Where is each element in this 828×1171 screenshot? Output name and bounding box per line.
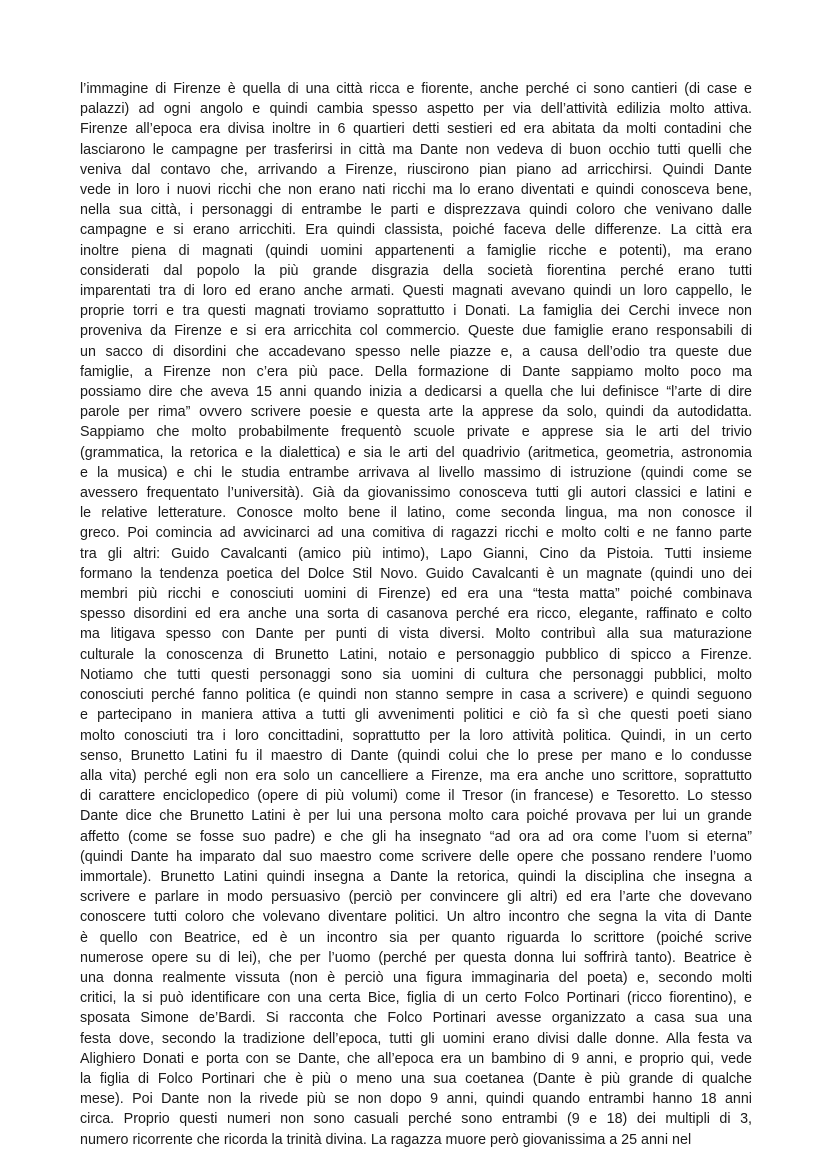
text-line: (grammatica, la retorica e la dialettica) e sia le arti del quadrivio (aritmetica, geometria, astronomia [80,444,752,461]
text-line: Dante dice che Brunetto Latini è per lui una persona molto cara poiché provava per lui un grande [80,808,752,825]
text-line: e partecipano in maniera attiva a tutti gli avvenimenti politici e ciò fa sì che questi poeti siano [80,707,752,724]
text-line: vede in loro i nuovi ricchi che non erano nati ricchi ma lo erano diventati e quindi conosceva bene, [80,182,752,199]
text-line: palazzi) ad ogni angolo e quindi cambia spesso aspetto per via dell’attività edilizia molto attiva. [80,101,752,118]
text-line: culturale la conoscenza di Brunetto Latini, notaio e personaggio pubblico di spicco a Firenze. [80,646,752,663]
text-line: scrivere e parlare in modo persuasivo (perciò per convincere gli altri) ed era l’arte che dovevano [80,889,752,906]
text-line: parole per rima” ovvero scrivere poesie e questa arte la apprese da solo, quindi da autodidatta. [80,404,752,421]
text-line: campagne e si erano arricchiti. Era quindi classista, poiché faceva delle differenze. La città era [80,222,752,239]
text-line: alla vita) perché egli non era solo un cancelliere a Firenze, ma era anche uno scrittore, soprattutto [80,767,752,784]
text-line: membri più ricchi e conosciuti uomini di Firenze) ed era una “testa matta” poiché combinava [80,586,752,603]
text-line: lasciarono le campagne per trasferirsi in città ma Dante non vedeva di buon occhio tutti quelli che [80,141,752,158]
text-line: veniva dal contavo che, arrivando a Firenze, riuscirono pian piano ad arricchirsi. Quindi Dante [80,161,752,178]
text-line: possiamo dire che aveva 15 anni quando inizia a dedicarsi a quella che lui definisce “l’arte di dire [80,384,752,401]
text-line: un sacco di disordini che accadevano spesso nelle piazze e, a causa dell’odio tra queste due [80,343,752,360]
text-line: l’immagine di Firenze è quella di una città ricca e fiorente, anche perché ci sono cantieri (di case e [80,81,752,97]
text-line: la figlia di Folco Portinari che è più o meno una sua coetanea (Dante è più grande di qualche [80,1070,752,1087]
text-line: molto conosciuti tra i loro concittadini, soprattutto per la loro attività politica. Quindi, in un certo [80,727,752,744]
text-line: ma litigava spesso con Dante per punti di vista diversi. Molto contribuì alla sua maturazione [80,626,752,643]
text-line: proprie torri e tra questi magnati troviamo soprattutto i Donati. La famiglia dei Cerchi invece non [80,303,752,320]
text-line: è quello con Beatrice, ed è un incontro sia per quanto riguarda lo scrittore (poiché scrive [80,929,752,946]
text-line: circa. Proprio questi numeri non sono casuali perché sono entrambi (9 e 18) dei multipli di 3, [80,1111,752,1128]
text-line: (quindi Dante ha imparato dal suo maestro come scrivere delle opere che possano rendere l’uomo [80,848,752,865]
text-line: le relative letterature. Conosce molto bene il latino, come seconda lingua, ma non conosce il [80,505,752,522]
text-line: famiglie, a Firenze non c’era più pace. Della formazione di Dante sappiamo molto poco ma [80,363,752,380]
text-line: considerati dal popolo la più grande disgrazia della società fiorentina perché erano tutti [80,262,752,279]
text-line: Alighiero Donati e porta con se Dante, che all’epoca era un bambino di 9 anni, e proprio qui, vede [80,1050,752,1067]
text-line: e la musica) e chi le studia entrambe arrivava al livello massimo di istruzione (quindi come se [80,464,752,481]
text-line: numero ricorrente che ricorda la trinità divina. La ragazza muore però giovanissima a 25 anni nel [80,1131,692,1148]
text-line: avessero frequentato l’università). Già da giovanissimo conosceva tutti gli autori classici e latini e [80,485,752,502]
text-line: nella sua città, i personaggi di entrambe le parti e disprezzava quindi coloro che venivano dalle [80,202,752,219]
text-line: Firenze all’epoca era divisa inoltre in 6 quartieri detti sestieri ed era abitata da molti contadini che [80,121,752,138]
text-line: sposata Simone de’Bardi. Si racconta che Folco Portinari avesse organizzato a casa sua una [80,1010,752,1027]
text-line: di carattere enciclopedico (opere di più volumi) come il Tresor (in francese) e Tesoretto. Lo stesso [80,788,752,805]
text-line: spesso disordini ed era anche una sorta di casanova perché era ricco, elegante, raffinato e colto [80,606,752,623]
text-line: tra gli altri: Guido Cavalcanti (amico più intimo), Lapo Gianni, Cino da Pistoia. Tutti insieme [80,545,752,562]
text-line: proveniva da Firenze e si era arricchita col commercio. Queste due famiglie erano responsabili di [80,323,752,340]
text-line: una donna realmente vissuta (non è perciò una figura immaginaria del poeta) e, secondo molti [80,969,752,986]
text-line: immortale). Brunetto Latini quindi insegna a Dante la retorica, quindi la disciplina che insegna a [80,868,752,885]
text-line: numerose opere su di lei), che per l’uomo (perché per questa donna lui soffrirà tanto). Beatrice è [80,949,752,966]
text-line: Sappiamo che molto probabilmente frequentò scuole private e apprese sia le arti del trivio [80,424,752,441]
text-line: Notiamo che tutti questi personaggi sono sia uomini di cultura che personaggi pubblici, molto [80,666,752,683]
text-line: affetto (come se fosse suo padre) e che gli ha insegnato “ad ora ad ora come l’uom si eterna” [80,828,752,845]
text-line: conoscere tutti coloro che volevano diventare politici. Un altro incontro che segna la vita di Dante [80,909,752,926]
text-line: senso, Brunetto Latini fu il maestro di Dante (quindi colui che lo prese per mano e lo condusse [80,747,752,764]
text-line: inoltre piena di magnati (quindi uomini appartenenti a famiglie ricche e potenti), ma erano [80,242,752,259]
text-line: critici, la si può identificare con una certa Bice, figlia di un certo Folco Portinari (ricco fiorentino), e [80,990,752,1007]
text-line: formano la tendenza poetica del Dolce Stil Novo. Guido Cavalcanti è un magnate (quindi uno dei [80,565,752,582]
text-line: greco. Poi comincia ad avvicinarci ad una comitiva di ragazzi ricchi e molto colti e ne fanno parte [80,525,752,542]
text-line: conosciuti perché fanno politica (e quindi non stanno sempre in casa a scrivere) e quindi seguono [80,687,752,704]
text-line: imparentati tra di loro ed erano anche armati. Questi magnati avevano quindi un loro cappello, le [80,283,752,300]
text-line: mese). Poi Dante non la rivede più se non dopo 9 anni, quindi quando entrambi hanno 18 anni [80,1091,752,1108]
body-paragraph [80,79,752,1150]
text-line: festa dove, secondo la tradizione dell’epoca, tutti gli uomini erano divisi dalle donne. Alla festa va [80,1030,752,1047]
